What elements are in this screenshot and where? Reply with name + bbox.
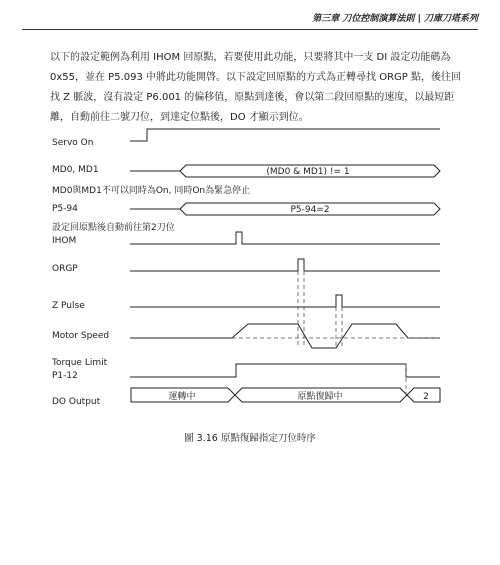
motor-speed-waveform — [130, 324, 440, 348]
do-output-text-3: 2 — [423, 392, 429, 402]
torque-limit-waveform — [130, 364, 440, 377]
z-pulse-waveform — [130, 295, 440, 307]
do-output-text-2: 原點復歸中 — [297, 392, 343, 402]
figure-caption: 圖 3.16 原點復歸指定刀位時序 — [184, 433, 316, 444]
label-torque-limit: Torque Limit — [52, 358, 108, 368]
md-bus-text: (MD0 & MD1) != 1 — [266, 167, 350, 177]
paragraph-line-1: 以下的設定範例為利用 IHOM 回原點，若要使用此功能，只要將其中一支 DI 設定功能碼為 — [50, 52, 451, 63]
do-output-text-1: 運轉中 — [168, 392, 196, 402]
label-servo-on: Servo On — [52, 138, 94, 148]
paragraph-line-4: 離，自動前往二號刀位，到達定位點後，DO 才顯示到位。 — [50, 112, 309, 123]
paragraph-line-2: 0x55，並在 P5.093 中將此功能開啓。以下設定回原點的方式為正轉尋找 ORGP 點，後往回 — [50, 72, 461, 83]
chapter-header: 第三章 刀位控制演算法則 | 刀庫刀塔系列 — [312, 14, 478, 24]
label-z-pulse: Z Pulse — [52, 301, 85, 311]
note-p5-94: 設定回原點後自動前往第2刀位 — [52, 223, 175, 233]
label-motor-speed: Motor Speed — [52, 331, 110, 341]
servo-on-waveform — [130, 129, 440, 141]
label-md0-md1: MD0, MD1 — [52, 165, 99, 175]
orgp-waveform — [130, 259, 440, 271]
label-p5-94: P5-94 — [52, 204, 78, 214]
paragraph-line-3: 找 Z 脈波，沒有設定 P6.001 的偏移值，原點到達後，會以第二段回原點的速度，以最短距 — [50, 92, 455, 103]
ihom-waveform — [130, 232, 440, 244]
label-ihom: IHOM — [52, 236, 77, 246]
label-do-output: DO Output — [52, 397, 101, 407]
label-p1-12: P1-12 — [52, 371, 78, 381]
p594-bus-text: P5-94=2 — [290, 205, 330, 215]
note-md-emergency: MD0與MD1不可以同時為On, 同時On為緊急停止 — [52, 186, 251, 196]
label-orgp: ORGP — [52, 264, 78, 274]
